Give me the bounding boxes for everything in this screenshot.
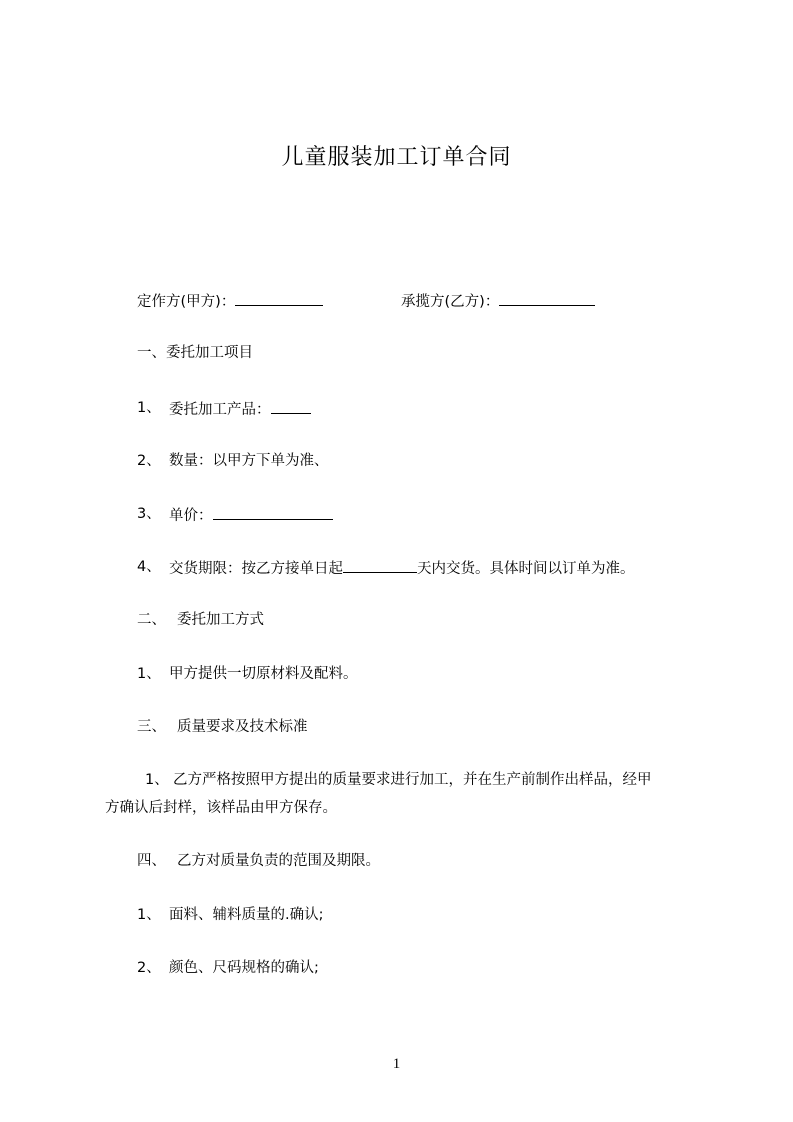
- item4: [137, 557, 635, 577]
- item2-number: 2、: [137, 453, 161, 469]
- s2-item1: [137, 664, 358, 684]
- section3-number: 三、: [137, 719, 166, 735]
- s3-item1-line1: [145, 770, 652, 790]
- s4-item1-number: 1、: [137, 907, 161, 923]
- item1-blank: [271, 398, 311, 414]
- item3-number: 3、: [137, 506, 161, 522]
- item1: [137, 398, 271, 418]
- s4-item2: [137, 958, 319, 978]
- item3-content: [169, 504, 333, 526]
- item3-text: 单价：: [169, 508, 213, 524]
- item4-text-after: 天内交货。具体时间以订单为准。: [417, 561, 635, 577]
- s3-item1-line2: 方确认后封样，该样品由甲方保存。: [105, 800, 337, 816]
- s3-item1-number: 1、: [145, 772, 169, 788]
- party-b-blank: [499, 290, 595, 306]
- item4-text-before: 交货期限：按乙方接单日起: [169, 561, 343, 577]
- page-title: 儿童服装加工订单合同: [281, 145, 512, 170]
- s4-item2-number: 2、: [137, 960, 161, 976]
- section4-text: 乙方对质量负责的范围及期限。: [177, 853, 380, 869]
- item1-content: [169, 398, 311, 420]
- item4-number: 4、: [137, 559, 161, 575]
- party-b-label: 承揽方(乙方)：: [401, 294, 500, 310]
- section1-heading: 一、委托加工项目: [137, 345, 253, 361]
- section2-number: 二、: [137, 612, 166, 628]
- item4-blank: [343, 557, 417, 573]
- item1-text: 委托加工产品：: [169, 402, 271, 418]
- s4-item1: [137, 905, 324, 925]
- section4-heading: [137, 851, 380, 871]
- party-a-blank: [235, 290, 323, 306]
- s2-item1-number: 1、: [137, 666, 161, 682]
- s4-item2-text: 颜色、尺码规格的确认;: [169, 960, 319, 976]
- party-b-line: [401, 290, 595, 312]
- s2-item1-text: 甲方提供一切原材料及配料。: [169, 666, 358, 682]
- item2-text: 数量：以甲方下单为准、: [169, 453, 329, 469]
- section2-heading: [137, 610, 264, 630]
- party-a-line: [137, 290, 323, 312]
- s3-item1-text-line1: 乙方严格按照甲方提出的质量要求进行加工，并在生产前制作出样品，经甲: [173, 772, 652, 788]
- item3: [137, 504, 213, 524]
- section3-heading: [137, 717, 308, 737]
- section3-text: 质量要求及技术标准: [177, 719, 308, 735]
- section4-number: 四、: [137, 853, 166, 869]
- section2-text: 委托加工方式: [177, 612, 264, 628]
- s4-item1-text: 面料、辅料质量的.确认;: [169, 907, 324, 923]
- item3-blank: [213, 504, 333, 520]
- page-number: 1: [392, 1056, 401, 1072]
- item1-number: 1、: [137, 400, 161, 416]
- item4-content: [169, 557, 635, 579]
- party-a-label: 定作方(甲方)：: [137, 294, 236, 310]
- item2: [137, 451, 329, 471]
